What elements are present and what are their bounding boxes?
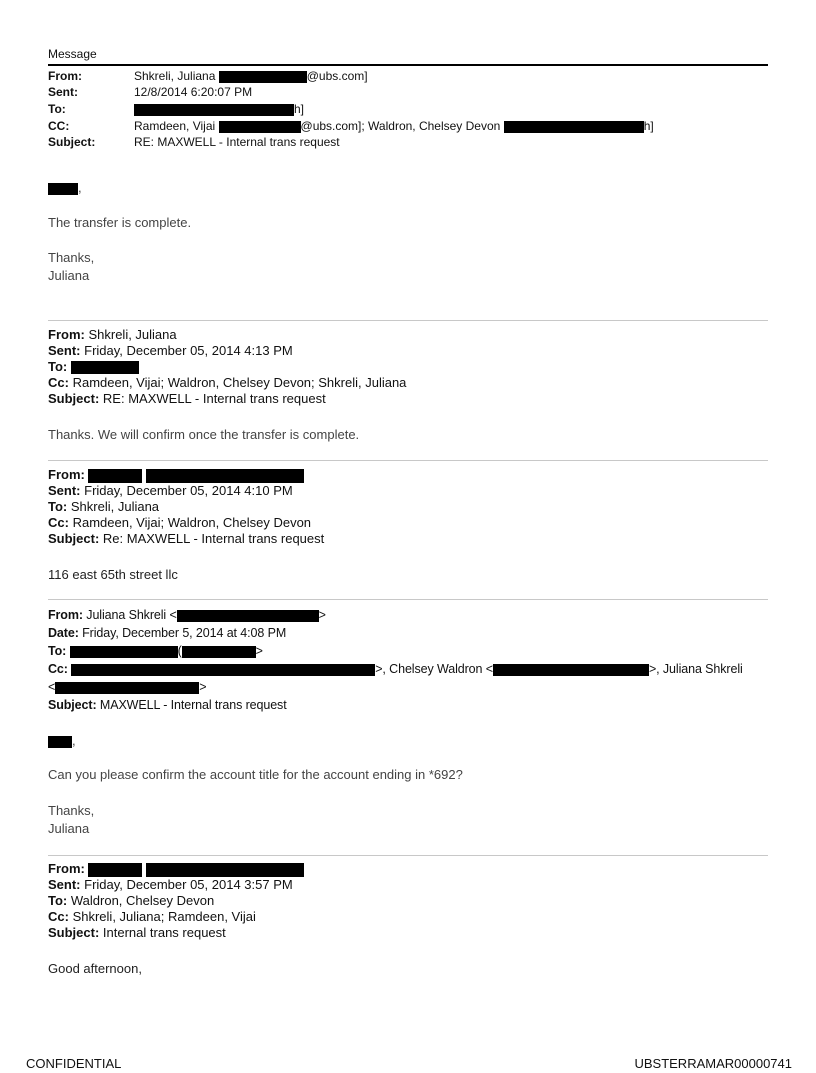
separator	[48, 855, 768, 856]
subject-value: RE: MAXWELL - Internal trans request	[134, 135, 340, 149]
header-rule	[48, 64, 768, 66]
to-label: To:	[48, 499, 68, 514]
cc-row	[48, 660, 768, 678]
body-line: Can you please confirm the account title for the account ending in *692?	[48, 767, 463, 782]
from-row	[48, 861, 304, 877]
redaction	[182, 646, 256, 658]
greeting	[48, 180, 82, 195]
sent-value: Friday, December 05, 2014 3:57 PM	[84, 877, 293, 892]
from-label: From:	[48, 327, 85, 342]
to-tail: >	[255, 644, 263, 658]
email-header	[0, 68, 816, 152]
redaction	[48, 736, 72, 748]
from-value: Juliana Shkreli <	[86, 608, 177, 622]
separator	[48, 320, 768, 321]
cc-open: <	[48, 680, 56, 694]
to-row	[48, 642, 768, 660]
subject-label: Subject:	[48, 531, 100, 546]
cc-mid: >, Chelsey Waldron <	[375, 662, 493, 676]
from-value	[134, 68, 368, 85]
signature: Juliana	[48, 268, 90, 283]
quoted-header	[48, 861, 304, 941]
to-row	[48, 359, 406, 375]
redaction	[55, 682, 199, 694]
cc-label: Cc:	[48, 662, 68, 676]
from-tail: >	[318, 608, 326, 622]
from-tail: @ubs.com]	[306, 69, 368, 83]
cc-tail: h]	[643, 119, 654, 133]
quoted-header	[48, 327, 406, 407]
sent-label: Sent:	[48, 85, 78, 99]
thanks-line: Thanks,	[48, 803, 95, 818]
redaction	[493, 664, 649, 676]
cc-value: Shkreli, Juliana; Ramdeen, Vijai	[72, 909, 256, 924]
cc-mid: @ubs.com]; Waldron, Chelsey Devon	[300, 119, 501, 133]
cc-row	[48, 375, 406, 391]
redaction	[219, 71, 307, 83]
redaction	[146, 863, 304, 877]
separator	[48, 460, 768, 461]
sent-row	[48, 343, 406, 359]
cc-value	[134, 118, 654, 135]
redaction	[48, 183, 78, 195]
subject-label: Subject:	[48, 698, 97, 712]
cc-label: CC:	[48, 119, 70, 133]
subject-value: RE: MAXWELL - Internal trans request	[102, 391, 326, 406]
greeting-punct: ,	[78, 180, 82, 195]
date-label: Date:	[48, 626, 79, 640]
signature: Juliana	[48, 821, 90, 836]
subject-row	[48, 925, 304, 941]
subject-label: Subject:	[48, 135, 96, 149]
from-row	[48, 327, 406, 343]
redaction	[134, 104, 294, 116]
to-paren: (	[177, 644, 182, 658]
sent-label: Sent:	[48, 343, 81, 358]
body-line: The transfer is complete.	[48, 215, 192, 230]
body-line: 116 east 65th street llc	[48, 567, 178, 582]
quoted-header	[48, 467, 324, 547]
cc-label: Cc:	[48, 375, 69, 390]
redaction	[177, 610, 319, 622]
sent-label: Sent:	[48, 877, 81, 892]
sent-value: Friday, December 05, 2014 4:13 PM	[84, 343, 293, 358]
to-label: To:	[48, 893, 68, 908]
to-row	[48, 893, 304, 909]
from-label: From:	[48, 608, 83, 622]
to-label: To:	[48, 102, 66, 116]
from-row	[48, 606, 768, 624]
subject-label: Subject:	[48, 925, 100, 940]
bates-number: UBSTERRAMAR00000741	[634, 1056, 792, 1071]
greeting-punct: ,	[72, 733, 76, 748]
message-label: Message	[48, 47, 97, 61]
redaction	[88, 469, 142, 483]
sent-row	[48, 483, 324, 499]
subject-row	[48, 696, 768, 714]
sent-row	[48, 877, 304, 893]
date-row	[48, 624, 768, 642]
to-value	[134, 101, 304, 118]
cc-row-continued	[48, 678, 768, 696]
greeting	[48, 733, 76, 748]
redaction	[504, 121, 644, 133]
subject-value: MAXWELL - Internal trans request	[99, 698, 287, 712]
to-row	[48, 499, 324, 515]
to-tail: h]	[294, 102, 305, 116]
from-row	[48, 467, 324, 483]
subject-row	[48, 391, 406, 407]
cc-close: >	[199, 680, 207, 694]
from-label: From:	[48, 861, 85, 876]
from-label: From:	[48, 69, 82, 83]
thanks-line: Thanks,	[48, 250, 95, 265]
redaction	[219, 121, 301, 133]
redaction	[71, 361, 139, 374]
quoted-header	[48, 606, 768, 714]
to-label: To:	[48, 359, 68, 374]
redaction	[146, 469, 304, 483]
body-line: Good afternoon,	[48, 961, 142, 976]
sent-label: Sent:	[48, 483, 81, 498]
cc-row	[48, 909, 304, 925]
from-value: Shkreli, Juliana	[88, 327, 177, 342]
subject-row	[48, 531, 324, 547]
to-label: To:	[48, 644, 67, 658]
from-label: From:	[48, 467, 85, 482]
cc-row	[48, 515, 324, 531]
date-value: Friday, December 5, 2014 at 4:08 PM	[82, 626, 287, 640]
cc-name: Ramdeen, Vijai	[134, 119, 216, 133]
sent-value: Friday, December 05, 2014 4:10 PM	[84, 483, 293, 498]
cc-value: Ramdeen, Vijai; Waldron, Chelsey Devon; Shkreli, Juliana	[72, 375, 407, 390]
cc-tail: >, Juliana Shkreli	[648, 662, 743, 676]
sent-value: 12/8/2014 6:20:07 PM	[134, 85, 253, 99]
cc-value: Ramdeen, Vijai; Waldron, Chelsey Devon	[72, 515, 312, 530]
redaction	[88, 863, 142, 877]
subject-label: Subject:	[48, 391, 100, 406]
subject-value: Re: MAXWELL - Internal trans request	[102, 531, 325, 546]
cc-label: Cc:	[48, 909, 69, 924]
separator	[48, 599, 768, 600]
redaction	[71, 664, 375, 676]
to-value: Waldron, Chelsey Devon	[70, 893, 215, 908]
cc-label: Cc:	[48, 515, 69, 530]
subject-value: Internal trans request	[102, 925, 226, 940]
body-line: Thanks. We will confirm once the transfer is complete.	[48, 427, 360, 442]
from-name: Shkreli, Juliana	[134, 69, 216, 83]
to-value: Shkreli, Juliana	[70, 499, 160, 514]
redaction	[70, 646, 178, 658]
confidential-label: CONFIDENTIAL	[26, 1056, 122, 1071]
